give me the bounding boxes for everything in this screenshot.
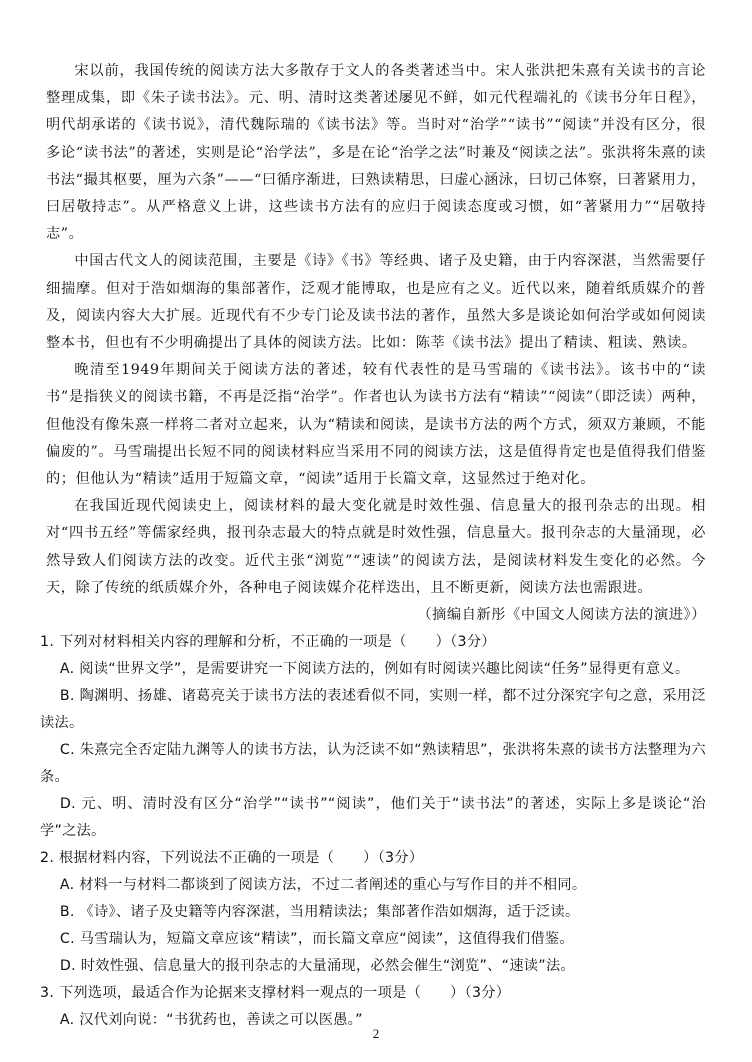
- question-option: B. 陶渊明、扬雄、诸葛亮关于读书方法的表述看似不同，实则一样，都不过分深究字句之意，采用泛读法。: [40, 688, 706, 732]
- question-option: C. 朱熹完全否定陆九渊等人的读书方法，认为泛读不如“熟读精思”，张洪将朱熹的读书方法整理为六条。: [40, 742, 706, 786]
- page-number: 2: [372, 1026, 380, 1041]
- question-stem: 1. 下列对材料相关内容的理解和分析，不正确的一项是（ ）（3分）: [40, 634, 496, 651]
- question-1: [40, 629, 706, 845]
- question-option: C. 马雪瑞认为，短篇文章应该“精读”，而长篇文章应“阅读”，这值得我们借鉴。: [59, 931, 574, 948]
- passage-paragraph: 在我国近现代阅读史上，阅读材料的最大变化就是时效性强、信息量大的报刊杂志的出现。相对“四书五经”等儒家经典，报刊杂志最大的特点就是时效性强，信息量大。报刊杂志的大量涌现，必然导致人们阅读方法的改变。近代主张“浏览”“速读”的阅读方法，是阅读材料发生变化的必然。今天，除了传统的纸质媒介外，各种电子阅读媒介花样迭出，且不断更新，阅读方法也需跟进。: [46, 498, 706, 596]
- question-option: A. 阅读“世界文学”，是需要讲究一下阅读方法的，例如有时阅读兴趣比阅读“任务”显得更有意义。: [59, 661, 690, 678]
- reading-passage: [46, 58, 706, 629]
- question-stem: 3. 下列选项，最适合作为论据来支撑材料一观点的一项是（ ）（3分）: [40, 985, 511, 1002]
- question-stem: 2. 根据材料内容，下列说法不正确的一项是（ ）（3分）: [40, 850, 424, 867]
- question-option: B. 《诗》、诸子及史籍等内容深湛，当用精读法；集部著作浩如烟海，适于泛读。: [59, 904, 580, 921]
- passage-paragraph: 中国古代文人的阅读范围，主要是《诗》《书》等经典、诸子及史籍，由于内容深湛，当然需要仔细揣摩。但对于浩如烟海的集部著作，泛观才能博取，也是应有之义。近代以来，随着纸质媒介的普及，阅读内容大大扩展。近现代有不少专门论及读书法的著作，虽然大多是谈论如何治学或如何阅读整本书，但也有不少明确提出了具体的阅读方法。比如：陈莘《读书法》提出了精读、粗读、熟读。: [46, 253, 706, 352]
- passage-paragraph: 宋以前，我国传统的阅读方法大多散存于文人的各类著述当中。宋人张洪把朱熹有关读书的言论整理成集，即《朱子读书法》。元、明、清时这类著述屡见不鲜，如元代程端礼的《读书分年日程》，明代胡承诺的《读书说》，清代魏际瑞的《读书法》等。当时对“治学”“读书”“阅读”并没有区分，很多论“读书法”的著述，实则是论“治学法”，多是在论“治学之法”时兼及“阅读之法”。张洪将朱熹的读书法“撮其枢要，厘为六条”——“曰循序渐进，曰熟读精思，曰虚心涵泳，曰切己体察，曰著紧用力，曰居敬持志”。从严格意义上讲，这些读书方法有的应归于阅读态度或习惯，如“著紧用力”“居敬持志”。: [46, 63, 706, 243]
- passage-source: （摘编自新彤《中国文人阅读方法的演进》）: [417, 607, 706, 624]
- question-option: D. 元、明、清时没有区分“治学”“读书”“阅读”，他们关于“读书法”的著述，实际上多是谈论“治学”之法。: [40, 796, 706, 840]
- question-2: [40, 845, 706, 980]
- page-content: [40, 58, 706, 1034]
- question-option: A. 汉代刘向说：“书犹药也，善读之可以医愚。”: [59, 1012, 363, 1029]
- question-option: A. 材料一与材料二都谈到了阅读方法，不过二者阐述的重心与写作目的并不相同。: [59, 877, 587, 894]
- passage-paragraph: 晚清至1949年期间关于阅读方法的著述，较有代表性的是马雪瑞的《读书法》。该书中的“读书”是指狭义的阅读书籍，不再是泛指“治学”。作者也认为读书方法有“精读”“阅读”（即泛读）两种，但他没有像朱熹一样将二者对立起来，认为“精读和阅读，是读书方法的两个方式，须双方兼顾，不能偏废的”。马雪瑞提出长短不同的阅读材料应当采用不同的阅读方法，这是值得肯定也是值得我们借鉴的；但他认为“精读”适用于短篇文章，“阅读”适用于长篇文章，这显然过于绝对化。: [46, 362, 706, 488]
- question-option: D. 时效性强、信息量大的报刊杂志的大量涌现，必然会催生“浏览”、“速读”法。: [59, 958, 575, 975]
